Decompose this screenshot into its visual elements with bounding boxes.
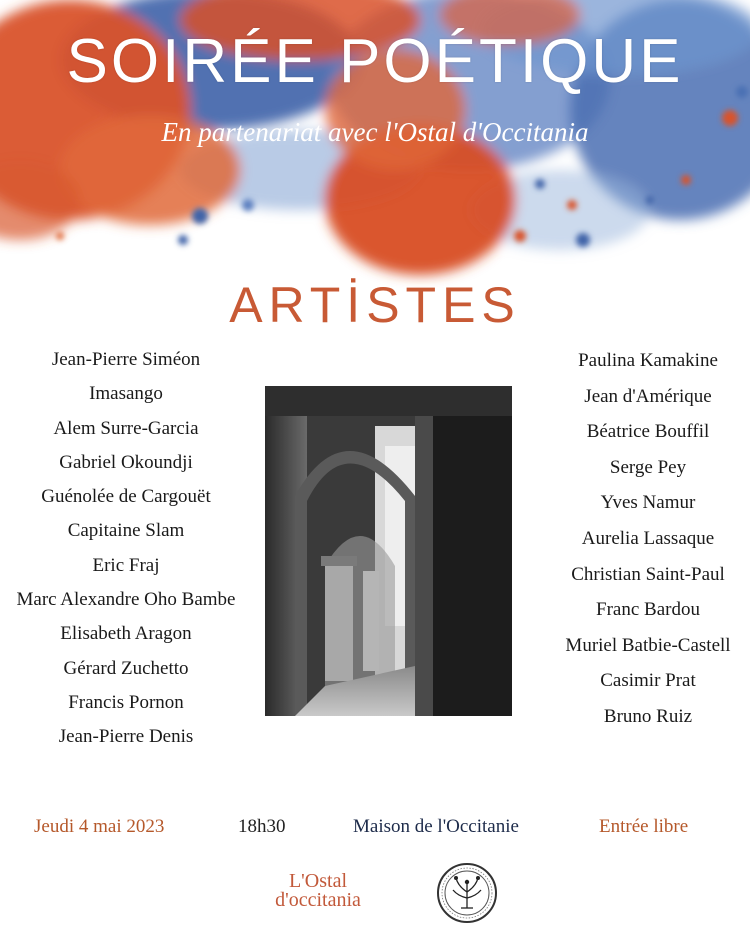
logo-line-1: L'Ostal — [288, 870, 348, 892]
artist-name: Gérard Zuchetto — [63, 657, 189, 679]
artist-name: Jean-Pierre Siméon — [51, 349, 201, 370]
logo-line-2: d'occitania — [275, 889, 361, 911]
event-entry: Entrée libre — [599, 816, 689, 837]
artist-name: Serge Pey — [609, 456, 687, 478]
artist-name: Marc Alexandre Oho Bambe — [16, 589, 236, 611]
cloister-arches-image — [265, 386, 512, 716]
artist-name: Yves Namur — [600, 492, 696, 514]
artists-right-column — [518, 343, 750, 735]
artist-name: Gabriel Okoundji — [59, 451, 193, 473]
artist-name: Guénolée de Cargouët — [41, 486, 211, 508]
artist-name: Bruno Ruiz — [603, 705, 693, 727]
artist-name: Elisabeth Aragon — [60, 623, 192, 645]
artist-name: Paulina Kamakine — [578, 350, 718, 371]
artist-name: Capitaine Slam — [67, 520, 185, 542]
artist-name: Imasango — [89, 383, 163, 405]
artist-name: Eric Fraj — [92, 554, 160, 576]
artist-name: Alem Surre-Garcia — [53, 417, 199, 439]
artist-name: Aurelia Lassaque — [581, 527, 715, 549]
watercolor-banner — [0, 0, 750, 290]
artist-name: Christian Saint-Paul — [571, 563, 725, 585]
event-time: 18h30 — [238, 816, 286, 837]
ostal-occitania-logo — [258, 872, 378, 910]
artist-name: Casimir Prat — [600, 670, 696, 692]
artist-name: Francis Pornon — [68, 691, 184, 713]
seal-logo — [436, 862, 498, 924]
event-info-row — [0, 816, 750, 846]
artist-name: Muriel Batbie-Castell — [565, 634, 731, 656]
page-title: SOIRÉE POÉTIQUE — [66, 27, 684, 96]
event-date: Jeudi 4 mai 2023 — [34, 816, 165, 837]
section-heading: ARTİSTES — [229, 277, 521, 333]
artists-left-column — [0, 343, 256, 755]
artist-name: Jean d'Amérique — [584, 385, 712, 407]
page-subtitle: En partenariat avec l'Ostal d'Occitania — [161, 117, 589, 147]
artist-name: Béatrice Bouffil — [586, 421, 710, 443]
event-place: Maison de l'Occitanie — [353, 816, 519, 837]
artist-name: Jean-Pierre Denis — [58, 726, 194, 748]
artist-name: Franc Bardou — [596, 599, 700, 621]
cloister-photo — [265, 386, 512, 716]
